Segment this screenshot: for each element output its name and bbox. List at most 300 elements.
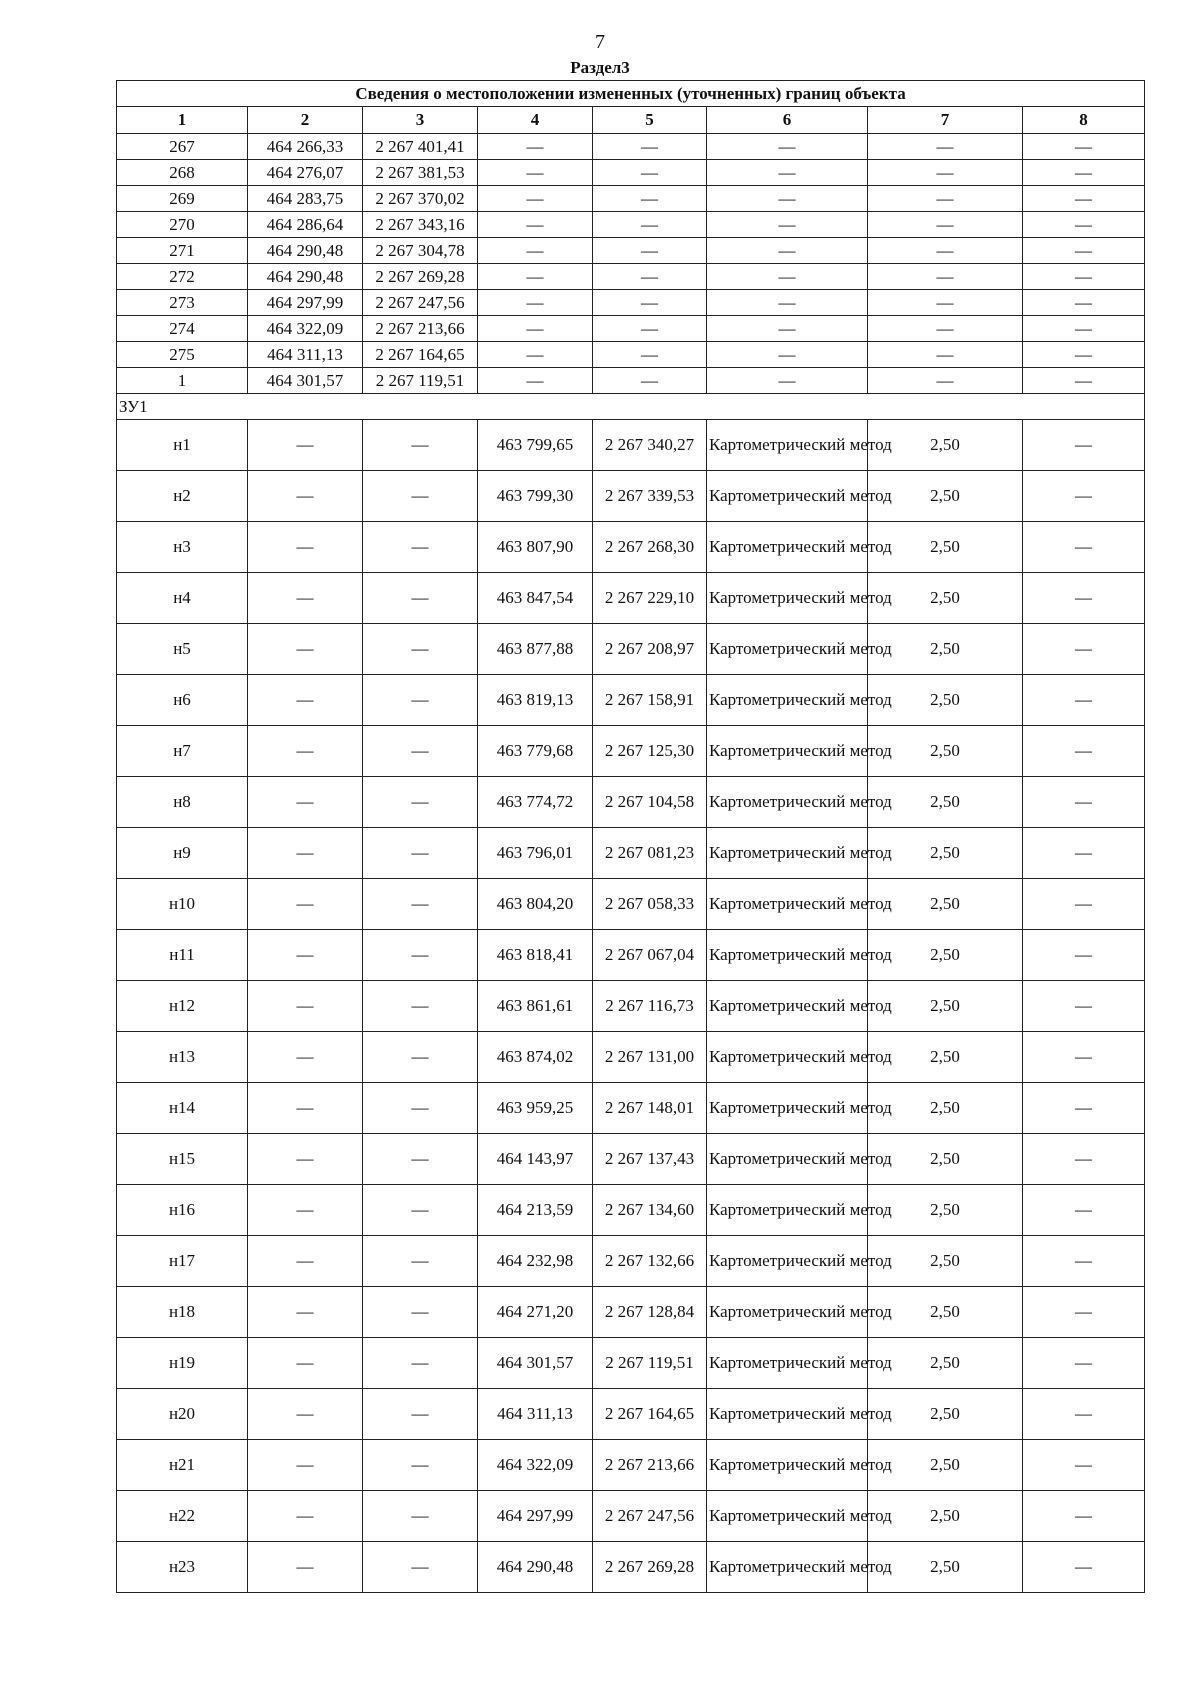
column-number: 1 (117, 107, 248, 134)
y-coordinate-cell: 2 267 131,00 (593, 1032, 707, 1083)
point-label-cell: 272 (117, 264, 248, 290)
accuracy-cell: 2,50 (868, 471, 1023, 522)
accuracy-cell: 2,50 (868, 420, 1023, 471)
point-label-cell: 271 (117, 238, 248, 264)
empty-dash-cell: — (248, 1236, 363, 1287)
empty-dash-cell: — (707, 316, 868, 342)
empty-dash-cell: — (868, 264, 1023, 290)
accuracy-cell: 2,50 (868, 1134, 1023, 1185)
table-row (117, 264, 1145, 290)
method-cell: Картометрический метод (707, 471, 868, 522)
empty-dash-cell: — (363, 1287, 478, 1338)
method-cell: Картометрический метод (707, 1032, 868, 1083)
point-label-cell: н19 (117, 1338, 248, 1389)
empty-dash-cell: — (363, 777, 478, 828)
y-coordinate-cell: 2 267 339,53 (593, 471, 707, 522)
empty-dash-cell: — (868, 212, 1023, 238)
empty-dash-cell: — (248, 1083, 363, 1134)
y-coordinate-cell: 2 267 164,65 (363, 342, 478, 368)
y-coordinate-cell: 2 267 340,27 (593, 420, 707, 471)
empty-dash-cell: — (1023, 316, 1145, 342)
empty-dash-cell: — (707, 290, 868, 316)
empty-dash-cell: — (248, 1185, 363, 1236)
accuracy-cell: 2,50 (868, 981, 1023, 1032)
point-label-cell: 267 (117, 134, 248, 160)
empty-dash-cell: — (593, 342, 707, 368)
point-label-cell: н9 (117, 828, 248, 879)
empty-dash-cell: — (868, 316, 1023, 342)
table-row (117, 238, 1145, 264)
empty-dash-cell: — (363, 1185, 478, 1236)
y-coordinate-cell: 2 267 213,66 (363, 316, 478, 342)
accuracy-cell: 2,50 (868, 1236, 1023, 1287)
x-coordinate-cell: 463 774,72 (478, 777, 593, 828)
empty-dash-cell: — (1023, 624, 1145, 675)
empty-dash-cell: — (248, 1032, 363, 1083)
y-coordinate-cell: 2 267 134,60 (593, 1185, 707, 1236)
x-coordinate-cell: 464 271,20 (478, 1287, 593, 1338)
table-row (117, 212, 1145, 238)
column-number: 3 (363, 107, 478, 134)
y-coordinate-cell: 2 267 119,51 (363, 368, 478, 394)
empty-dash-cell: — (1023, 1236, 1145, 1287)
empty-dash-cell: — (593, 186, 707, 212)
x-coordinate-cell: 464 297,99 (478, 1491, 593, 1542)
method-cell: Картометрический метод (707, 1542, 868, 1593)
x-coordinate-cell: 463 799,65 (478, 420, 593, 471)
empty-dash-cell: — (248, 726, 363, 777)
table-row (117, 624, 1145, 675)
empty-dash-cell: — (868, 290, 1023, 316)
point-label-cell: н15 (117, 1134, 248, 1185)
accuracy-cell: 2,50 (868, 1440, 1023, 1491)
empty-dash-cell: — (363, 1440, 478, 1491)
table-row (117, 1083, 1145, 1134)
table-row (117, 675, 1145, 726)
method-cell: Картометрический метод (707, 930, 868, 981)
x-coordinate-cell: 464 213,59 (478, 1185, 593, 1236)
x-coordinate-cell: 463 847,54 (478, 573, 593, 624)
empty-dash-cell: — (248, 624, 363, 675)
y-coordinate-cell: 2 267 213,66 (593, 1440, 707, 1491)
empty-dash-cell: — (1023, 342, 1145, 368)
y-coordinate-cell: 2 267 081,23 (593, 828, 707, 879)
empty-dash-cell: — (593, 212, 707, 238)
y-coordinate-cell: 2 267 116,73 (593, 981, 707, 1032)
empty-dash-cell: — (868, 134, 1023, 160)
column-number: 7 (868, 107, 1023, 134)
empty-dash-cell: — (1023, 134, 1145, 160)
accuracy-cell: 2,50 (868, 624, 1023, 675)
y-coordinate-cell: 2 267 125,30 (593, 726, 707, 777)
empty-dash-cell: — (593, 160, 707, 186)
empty-dash-cell: — (707, 264, 868, 290)
y-coordinate-cell: 2 267 304,78 (363, 238, 478, 264)
column-number: 4 (478, 107, 593, 134)
method-cell: Картометрический метод (707, 981, 868, 1032)
method-cell: Картометрический метод (707, 1134, 868, 1185)
empty-dash-cell: — (248, 675, 363, 726)
x-coordinate-cell: 463 877,88 (478, 624, 593, 675)
x-coordinate-cell: 463 779,68 (478, 726, 593, 777)
empty-dash-cell: — (363, 1134, 478, 1185)
group-label: ЗУ1 (117, 394, 1145, 420)
table-row (117, 316, 1145, 342)
accuracy-cell: 2,50 (868, 1491, 1023, 1542)
x-coordinate-cell: 464 283,75 (248, 186, 363, 212)
table-row (117, 160, 1145, 186)
boundary-coordinates-table (116, 80, 1145, 1593)
empty-dash-cell: — (1023, 368, 1145, 394)
empty-dash-cell: — (707, 238, 868, 264)
point-label-cell: 269 (117, 186, 248, 212)
empty-dash-cell: — (248, 1134, 363, 1185)
table-row (117, 1440, 1145, 1491)
empty-dash-cell: — (248, 981, 363, 1032)
accuracy-cell: 2,50 (868, 675, 1023, 726)
empty-dash-cell: — (707, 134, 868, 160)
x-coordinate-cell: 463 807,90 (478, 522, 593, 573)
y-coordinate-cell: 2 267 401,41 (363, 134, 478, 160)
empty-dash-cell: — (1023, 420, 1145, 471)
accuracy-cell: 2,50 (868, 1185, 1023, 1236)
empty-dash-cell: — (478, 316, 593, 342)
empty-dash-cell: — (363, 1491, 478, 1542)
empty-dash-cell: — (1023, 186, 1145, 212)
empty-dash-cell: — (363, 420, 478, 471)
point-label-cell: н16 (117, 1185, 248, 1236)
column-number: 6 (707, 107, 868, 134)
empty-dash-cell: — (868, 342, 1023, 368)
empty-dash-cell: — (1023, 1287, 1145, 1338)
y-coordinate-cell: 2 267 269,28 (363, 264, 478, 290)
empty-dash-cell: — (1023, 264, 1145, 290)
method-cell: Картометрический метод (707, 573, 868, 624)
table-row (117, 134, 1145, 160)
table-body (117, 134, 1145, 1593)
table-row (117, 1185, 1145, 1236)
point-label-cell: 1 (117, 368, 248, 394)
table-row (117, 1542, 1145, 1593)
point-label-cell: н17 (117, 1236, 248, 1287)
method-cell: Картометрический метод (707, 1491, 868, 1542)
accuracy-cell: 2,50 (868, 522, 1023, 573)
x-coordinate-cell: 464 290,48 (248, 238, 363, 264)
y-coordinate-cell: 2 267 158,91 (593, 675, 707, 726)
y-coordinate-cell: 2 267 067,04 (593, 930, 707, 981)
x-coordinate-cell: 463 874,02 (478, 1032, 593, 1083)
empty-dash-cell: — (1023, 1338, 1145, 1389)
empty-dash-cell: — (363, 1032, 478, 1083)
empty-dash-cell: — (478, 134, 593, 160)
empty-dash-cell: — (1023, 981, 1145, 1032)
empty-dash-cell: — (593, 134, 707, 160)
point-label-cell: н23 (117, 1542, 248, 1593)
x-coordinate-cell: 463 861,61 (478, 981, 593, 1032)
empty-dash-cell: — (478, 368, 593, 394)
x-coordinate-cell: 463 819,13 (478, 675, 593, 726)
method-cell: Картометрический метод (707, 726, 868, 777)
empty-dash-cell: — (868, 160, 1023, 186)
empty-dash-cell: — (1023, 1185, 1145, 1236)
point-label-cell: н12 (117, 981, 248, 1032)
y-coordinate-cell: 2 267 119,51 (593, 1338, 707, 1389)
empty-dash-cell: — (248, 879, 363, 930)
empty-dash-cell: — (1023, 879, 1145, 930)
x-coordinate-cell: 464 266,33 (248, 134, 363, 160)
point-label-cell: 275 (117, 342, 248, 368)
point-label-cell: н2 (117, 471, 248, 522)
accuracy-cell: 2,50 (868, 777, 1023, 828)
empty-dash-cell: — (248, 420, 363, 471)
point-label-cell: н3 (117, 522, 248, 573)
x-coordinate-cell: 463 799,30 (478, 471, 593, 522)
table-row (117, 471, 1145, 522)
y-coordinate-cell: 2 267 343,16 (363, 212, 478, 238)
empty-dash-cell: — (363, 930, 478, 981)
empty-dash-cell: — (1023, 1083, 1145, 1134)
column-number: 2 (248, 107, 363, 134)
y-coordinate-cell: 2 267 164,65 (593, 1389, 707, 1440)
table-row (117, 726, 1145, 777)
x-coordinate-cell: 463 804,20 (478, 879, 593, 930)
accuracy-cell: 2,50 (868, 1389, 1023, 1440)
empty-dash-cell: — (248, 777, 363, 828)
empty-dash-cell: — (248, 1287, 363, 1338)
x-coordinate-cell: 464 290,48 (478, 1542, 593, 1593)
accuracy-cell: 2,50 (868, 1287, 1023, 1338)
empty-dash-cell: — (363, 981, 478, 1032)
y-coordinate-cell: 2 267 268,30 (593, 522, 707, 573)
accuracy-cell: 2,50 (868, 1032, 1023, 1083)
method-cell: Картометрический метод (707, 522, 868, 573)
empty-dash-cell: — (363, 1542, 478, 1593)
empty-dash-cell: — (1023, 777, 1145, 828)
accuracy-cell: 2,50 (868, 726, 1023, 777)
column-number: 5 (593, 107, 707, 134)
table-row (117, 828, 1145, 879)
y-coordinate-cell: 2 267 058,33 (593, 879, 707, 930)
x-coordinate-cell: 464 143,97 (478, 1134, 593, 1185)
empty-dash-cell: — (363, 879, 478, 930)
point-label-cell: н10 (117, 879, 248, 930)
x-coordinate-cell: 464 301,57 (248, 368, 363, 394)
table-row (117, 1338, 1145, 1389)
table-row (117, 1287, 1145, 1338)
y-coordinate-cell: 2 267 148,01 (593, 1083, 707, 1134)
empty-dash-cell: — (1023, 1032, 1145, 1083)
page-number: 7 (595, 31, 605, 53)
empty-dash-cell: — (593, 238, 707, 264)
empty-dash-cell: — (363, 675, 478, 726)
empty-dash-cell: — (1023, 828, 1145, 879)
method-cell: Картометрический метод (707, 879, 868, 930)
y-coordinate-cell: 2 267 137,43 (593, 1134, 707, 1185)
method-cell: Картометрический метод (707, 420, 868, 471)
table-row (117, 1491, 1145, 1542)
empty-dash-cell: — (363, 1338, 478, 1389)
point-label-cell: н21 (117, 1440, 248, 1491)
empty-dash-cell: — (478, 290, 593, 316)
empty-dash-cell: — (248, 522, 363, 573)
empty-dash-cell: — (363, 1083, 478, 1134)
section-title: Раздел3 (570, 58, 630, 77)
accuracy-cell: 2,50 (868, 1083, 1023, 1134)
accuracy-cell: 2,50 (868, 828, 1023, 879)
table-row (117, 981, 1145, 1032)
method-cell: Картометрический метод (707, 828, 868, 879)
table-row (117, 186, 1145, 212)
point-label-cell: н5 (117, 624, 248, 675)
point-label-cell: н7 (117, 726, 248, 777)
table-row (117, 342, 1145, 368)
table-row (117, 368, 1145, 394)
point-label-cell: н13 (117, 1032, 248, 1083)
empty-dash-cell: — (707, 212, 868, 238)
x-coordinate-cell: 463 818,41 (478, 930, 593, 981)
point-label-cell: н4 (117, 573, 248, 624)
table-row (117, 420, 1145, 471)
table-row (117, 522, 1145, 573)
empty-dash-cell: — (363, 471, 478, 522)
empty-dash-cell: — (1023, 212, 1145, 238)
method-cell: Картометрический метод (707, 1389, 868, 1440)
empty-dash-cell: — (248, 1389, 363, 1440)
method-cell: Картометрический метод (707, 1236, 868, 1287)
empty-dash-cell: — (1023, 522, 1145, 573)
group-row (117, 394, 1145, 420)
method-cell: Картометрический метод (707, 1338, 868, 1389)
table-row (117, 1032, 1145, 1083)
x-coordinate-cell: 463 796,01 (478, 828, 593, 879)
empty-dash-cell: — (478, 160, 593, 186)
empty-dash-cell: — (248, 471, 363, 522)
x-coordinate-cell: 464 276,07 (248, 160, 363, 186)
y-coordinate-cell: 2 267 247,56 (593, 1491, 707, 1542)
y-coordinate-cell: 2 267 269,28 (593, 1542, 707, 1593)
method-cell: Картометрический метод (707, 624, 868, 675)
method-cell: Картометрический метод (707, 1440, 868, 1491)
x-coordinate-cell: 464 232,98 (478, 1236, 593, 1287)
accuracy-cell: 2,50 (868, 1338, 1023, 1389)
method-cell: Картометрический метод (707, 777, 868, 828)
empty-dash-cell: — (248, 1491, 363, 1542)
table-row (117, 1236, 1145, 1287)
y-coordinate-cell: 2 267 247,56 (363, 290, 478, 316)
empty-dash-cell: — (707, 368, 868, 394)
point-label-cell: н6 (117, 675, 248, 726)
table-row (117, 573, 1145, 624)
y-coordinate-cell: 2 267 381,53 (363, 160, 478, 186)
column-number: 8 (1023, 107, 1145, 134)
y-coordinate-cell: 2 267 104,58 (593, 777, 707, 828)
column-number-row (117, 107, 1145, 134)
empty-dash-cell: — (593, 264, 707, 290)
table-row (117, 777, 1145, 828)
empty-dash-cell: — (868, 186, 1023, 212)
empty-dash-cell: — (363, 624, 478, 675)
empty-dash-cell: — (248, 1338, 363, 1389)
empty-dash-cell: — (1023, 1134, 1145, 1185)
empty-dash-cell: — (1023, 726, 1145, 777)
empty-dash-cell: — (1023, 573, 1145, 624)
method-cell: Картометрический метод (707, 1083, 868, 1134)
empty-dash-cell: — (593, 368, 707, 394)
x-coordinate-cell: 464 301,57 (478, 1338, 593, 1389)
empty-dash-cell: — (707, 186, 868, 212)
accuracy-cell: 2,50 (868, 879, 1023, 930)
point-label-cell: н22 (117, 1491, 248, 1542)
empty-dash-cell: — (1023, 930, 1145, 981)
empty-dash-cell: — (248, 828, 363, 879)
y-coordinate-cell: 2 267 370,02 (363, 186, 478, 212)
x-coordinate-cell: 463 959,25 (478, 1083, 593, 1134)
y-coordinate-cell: 2 267 208,97 (593, 624, 707, 675)
empty-dash-cell: — (363, 1236, 478, 1287)
empty-dash-cell: — (478, 342, 593, 368)
empty-dash-cell: — (1023, 160, 1145, 186)
point-label-cell: н20 (117, 1389, 248, 1440)
point-label-cell: н1 (117, 420, 248, 471)
table-row (117, 1389, 1145, 1440)
empty-dash-cell: — (1023, 471, 1145, 522)
accuracy-cell: 2,50 (868, 1542, 1023, 1593)
empty-dash-cell: — (1023, 1491, 1145, 1542)
empty-dash-cell: — (1023, 1542, 1145, 1593)
empty-dash-cell: — (363, 828, 478, 879)
empty-dash-cell: — (478, 186, 593, 212)
empty-dash-cell: — (478, 264, 593, 290)
point-label-cell: н8 (117, 777, 248, 828)
empty-dash-cell: — (363, 522, 478, 573)
table-row (117, 930, 1145, 981)
empty-dash-cell: — (478, 238, 593, 264)
method-cell: Картометрический метод (707, 675, 868, 726)
x-coordinate-cell: 464 286,64 (248, 212, 363, 238)
empty-dash-cell: — (1023, 1389, 1145, 1440)
empty-dash-cell: — (248, 930, 363, 981)
point-label-cell: 274 (117, 316, 248, 342)
point-label-cell: н11 (117, 930, 248, 981)
empty-dash-cell: — (707, 342, 868, 368)
x-coordinate-cell: 464 322,09 (248, 316, 363, 342)
empty-dash-cell: — (1023, 290, 1145, 316)
y-coordinate-cell: 2 267 229,10 (593, 573, 707, 624)
empty-dash-cell: — (1023, 675, 1145, 726)
empty-dash-cell: — (593, 290, 707, 316)
empty-dash-cell: — (707, 160, 868, 186)
empty-dash-cell: — (363, 573, 478, 624)
empty-dash-cell: — (1023, 1440, 1145, 1491)
x-coordinate-cell: 464 290,48 (248, 264, 363, 290)
empty-dash-cell: — (868, 368, 1023, 394)
table-row (117, 1134, 1145, 1185)
empty-dash-cell: — (248, 573, 363, 624)
table-title: Сведения о местоположении измененных (уточненных) границ объекта (117, 81, 1145, 107)
x-coordinate-cell: 464 322,09 (478, 1440, 593, 1491)
empty-dash-cell: — (363, 726, 478, 777)
point-label-cell: 270 (117, 212, 248, 238)
empty-dash-cell: — (868, 238, 1023, 264)
accuracy-cell: 2,50 (868, 573, 1023, 624)
accuracy-cell: 2,50 (868, 930, 1023, 981)
point-label-cell: 268 (117, 160, 248, 186)
y-coordinate-cell: 2 267 128,84 (593, 1287, 707, 1338)
y-coordinate-cell: 2 267 132,66 (593, 1236, 707, 1287)
point-label-cell: н18 (117, 1287, 248, 1338)
empty-dash-cell: — (363, 1389, 478, 1440)
empty-dash-cell: — (1023, 238, 1145, 264)
